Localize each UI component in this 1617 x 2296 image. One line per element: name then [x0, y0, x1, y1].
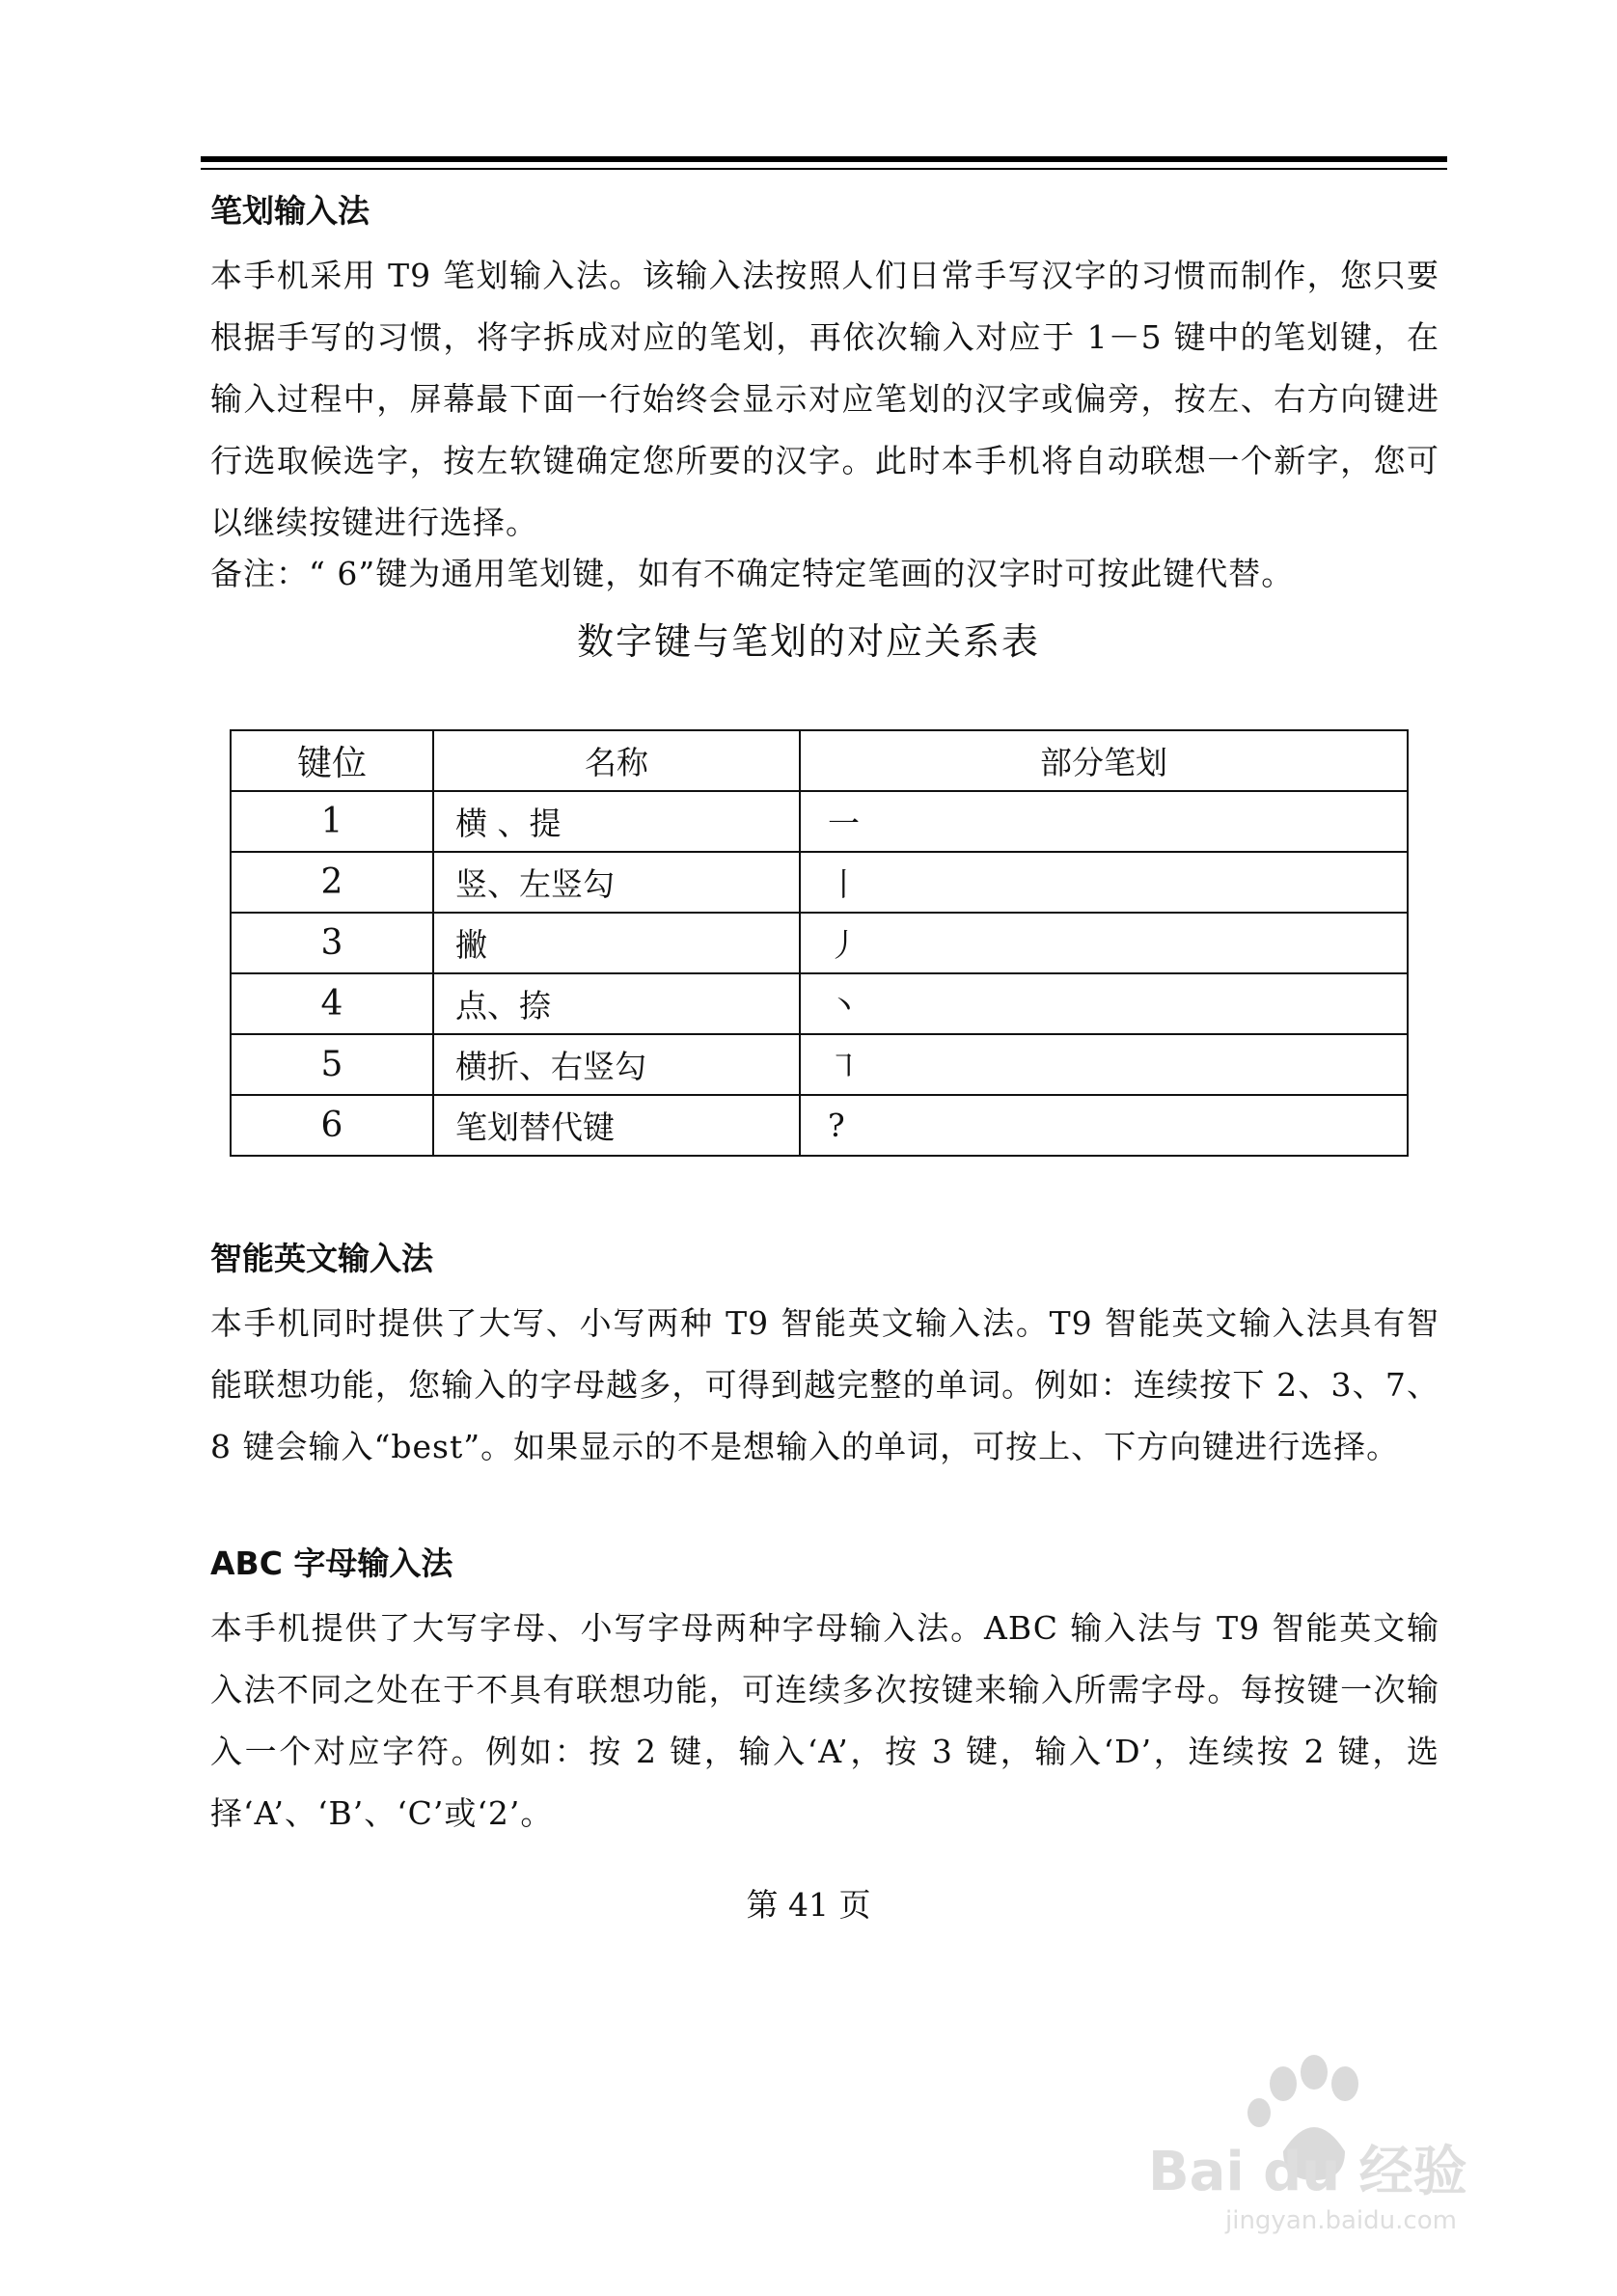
stroke-table-title: 数字键与笔划的对应关系表: [576, 620, 1040, 663]
abc-input-paragraph: 本手机提供了大写字母、小写字母两种字母输入法。ABC 输入法与 T9 智能英文输入法不同之处在于不具有联想功能，可连续多次按键来输入所需字母。每按键一次输入一个对应字符。例如：按 2 键，输入‘A’，按 3 键，输入‘D’，连续按 2 键，选择‘A’、‘B’、‘C’或‘2’。: [210, 1609, 1439, 1832]
row-key: 1: [231, 791, 433, 852]
abc-input-title: ABC 字母输入法: [210, 1544, 453, 1582]
stroke-input-title: 笔划输入法: [210, 192, 370, 230]
row-stroke: ㇕: [800, 1034, 1408, 1095]
smart-english-paragraph: 本手机同时提供了大写、小写两种 T9 智能英文输入法。T9 智能英文输入法具有智能联想功能，您输入的字母越多，可得到越完整的单词。例如：连续按下 2、3、7、8 键会输入“best”。如果显示的不是想输入的单词，可按上、下方向键进行选择。: [210, 1304, 1439, 1465]
watermark-brand: Bai du 经验: [1148, 2141, 1467, 2203]
header-key: 键位: [231, 730, 433, 791]
table-row: [231, 852, 1408, 913]
stroke-key-table: [230, 729, 1409, 1157]
smart-english-title: 智能英文输入法: [210, 1240, 433, 1277]
row-stroke: 丶: [800, 973, 1408, 1034]
row-stroke: 丨: [800, 852, 1408, 913]
row-key: 5: [231, 1034, 433, 1095]
row-stroke: ?: [800, 1095, 1408, 1156]
header-stroke: 部分笔划: [800, 730, 1408, 791]
watermark-url: jingyan.baidu.com: [1225, 2206, 1457, 2235]
row-stroke: 一: [800, 791, 1408, 852]
row-name: 笔划替代键: [433, 1095, 800, 1156]
smart-english-section: [210, 1237, 1439, 1478]
baidu-jingyan-watermark: [1138, 2045, 1524, 2238]
header-rule: [201, 156, 1447, 162]
row-name: 横 、提: [433, 791, 800, 852]
row-name: 横折、右竖勾: [433, 1034, 800, 1095]
stroke-input-section: [210, 189, 1439, 554]
row-name: 撇: [433, 913, 800, 973]
table-row: [231, 913, 1408, 973]
stroke-input-paragraph: 本手机采用 T9 笔划输入法。该输入法按照人们日常手写汉字的习惯而制作，您只要根据手写的习惯，将字拆成对应的笔划，再依次输入对应于 1－5 键中的笔划键，在输入过程中，屏幕最下面一行始终会显示对应笔划的汉字或偏旁，按左、右方向键进行选取候选字，按左软键确定您所要的汉字。此时本手机将自动联想一个新字，您可以继续按键进行选择。: [210, 257, 1439, 541]
table-row: [231, 1095, 1408, 1156]
table-row: [231, 791, 1408, 852]
row-name: 点、捺: [433, 973, 800, 1034]
row-key: 6: [231, 1095, 433, 1156]
row-name: 竖、左竖勾: [433, 852, 800, 913]
abc-input-section: [210, 1542, 1439, 1845]
row-key: 2: [231, 852, 433, 913]
page-number: 第 41 页: [746, 1886, 871, 1924]
table-header-row: [231, 730, 1408, 791]
row-key: 4: [231, 973, 433, 1034]
stroke-input-note: 备注：“ 6”键为通用笔划键，如有不确定特定笔画的汉字时可按此键代替。: [210, 555, 1295, 592]
table-row: [231, 1034, 1408, 1095]
header-name: 名称: [433, 730, 800, 791]
row-key: 3: [231, 913, 433, 973]
table-row: [231, 973, 1408, 1034]
row-stroke: 丿: [800, 913, 1408, 973]
